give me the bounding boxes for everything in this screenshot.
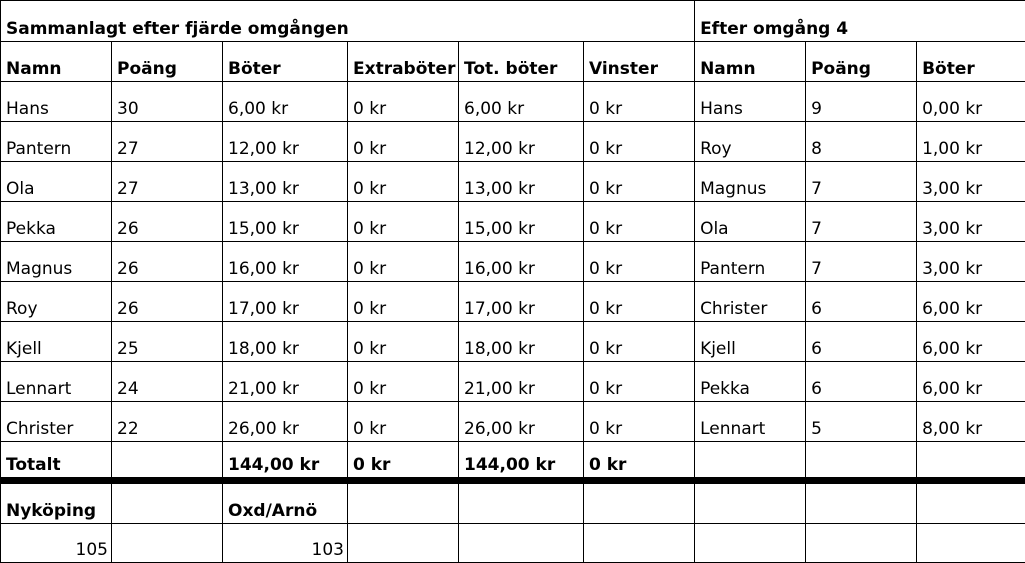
team1-name[interactable]: Nyköping — [1, 481, 112, 524]
player-extraboter[interactable]: 0 kr — [348, 122, 459, 162]
team1-score[interactable]: 105 — [1, 524, 112, 563]
empty-cell[interactable] — [584, 524, 695, 563]
team-scores-row — [1, 524, 1025, 563]
player-boter[interactable]: 13,00 kr — [223, 162, 348, 202]
empty-cell[interactable] — [112, 524, 223, 563]
empty-cell[interactable] — [695, 442, 806, 481]
round-player-poang[interactable]: 6 — [806, 282, 917, 322]
player-name[interactable]: Pantern — [1, 122, 112, 162]
empty-cell[interactable] — [348, 524, 459, 563]
player-name[interactable]: Lennart — [1, 362, 112, 402]
player-extraboter[interactable]: 0 kr — [348, 282, 459, 322]
player-name[interactable]: Ola — [1, 162, 112, 202]
totals-vinster[interactable]: 0 kr — [584, 442, 695, 481]
player-extraboter[interactable]: 0 kr — [348, 402, 459, 442]
empty-cell[interactable] — [348, 481, 459, 524]
player-extraboter[interactable]: 0 kr — [348, 362, 459, 402]
player-poang[interactable]: 22 — [112, 402, 223, 442]
player-poang[interactable]: 26 — [112, 282, 223, 322]
player-vinster[interactable]: 0 kr — [584, 82, 695, 122]
round-player-poang[interactable]: 6 — [806, 362, 917, 402]
totals-tot-boter[interactable]: 144,00 kr — [459, 442, 584, 481]
table-row — [1, 322, 1025, 362]
empty-cell[interactable] — [806, 524, 917, 563]
table-row — [1, 122, 1025, 162]
empty-cell[interactable] — [695, 481, 806, 524]
header-cell[interactable]: Böter — [223, 42, 348, 82]
player-vinster[interactable]: 0 kr — [584, 282, 695, 322]
title-row — [1, 1, 1025, 42]
empty-cell[interactable] — [584, 481, 695, 524]
player-extraboter[interactable]: 0 kr — [348, 82, 459, 122]
header-cell[interactable]: Tot. böter — [459, 42, 584, 82]
player-boter[interactable]: 15,00 kr — [223, 202, 348, 242]
round-player-name[interactable]: Magnus — [695, 162, 806, 202]
empty-cell[interactable] — [917, 442, 1025, 481]
round-player-poang[interactable]: 7 — [806, 202, 917, 242]
round-player-boter[interactable]: 6,00 kr — [917, 322, 1025, 362]
empty-cell[interactable] — [112, 481, 223, 524]
header-cell[interactable]: Vinster — [584, 42, 695, 82]
totals-row — [1, 442, 1025, 481]
empty-cell[interactable] — [459, 524, 584, 563]
empty-cell[interactable] — [112, 442, 223, 481]
round-player-poang[interactable]: 9 — [806, 82, 917, 122]
player-boter[interactable]: 17,00 kr — [223, 282, 348, 322]
round-player-name[interactable]: Christer — [695, 282, 806, 322]
table-row — [1, 242, 1025, 282]
team-names-row — [1, 481, 1025, 524]
header-cell[interactable]: Namn — [1, 42, 112, 82]
team2-score[interactable]: 103 — [223, 524, 348, 563]
player-extraboter[interactable]: 0 kr — [348, 242, 459, 282]
team2-name[interactable]: Oxd/Arnö — [223, 481, 348, 524]
player-boter[interactable]: 6,00 kr — [223, 82, 348, 122]
player-vinster[interactable]: 0 kr — [584, 242, 695, 282]
player-tot-boter[interactable]: 16,00 kr — [459, 242, 584, 282]
table-row — [1, 162, 1025, 202]
player-poang[interactable]: 27 — [112, 162, 223, 202]
player-name[interactable]: Roy — [1, 282, 112, 322]
header-cell[interactable]: Namn — [695, 42, 806, 82]
empty-cell[interactable] — [806, 481, 917, 524]
empty-cell[interactable] — [917, 481, 1025, 524]
round-player-name[interactable]: Roy — [695, 122, 806, 162]
header-cell[interactable]: Extraböter — [348, 42, 459, 82]
player-tot-boter[interactable]: 6,00 kr — [459, 82, 584, 122]
player-extraboter[interactable]: 0 kr — [348, 322, 459, 362]
player-vinster[interactable]: 0 kr — [584, 122, 695, 162]
header-row — [1, 42, 1025, 82]
round-player-name[interactable]: Ola — [695, 202, 806, 242]
player-name[interactable]: Christer — [1, 402, 112, 442]
player-vinster[interactable]: 0 kr — [584, 402, 695, 442]
round-player-poang[interactable]: 7 — [806, 242, 917, 282]
round-player-poang[interactable]: 6 — [806, 322, 917, 362]
round-player-boter[interactable]: 1,00 kr — [917, 122, 1025, 162]
round-player-boter[interactable]: 3,00 kr — [917, 162, 1025, 202]
round-title[interactable]: Efter omgång 4 — [695, 1, 1025, 42]
player-tot-boter[interactable]: 17,00 kr — [459, 282, 584, 322]
header-cell[interactable]: Poäng — [806, 42, 917, 82]
player-extraboter[interactable]: 0 kr — [348, 162, 459, 202]
header-cell[interactable]: Poäng — [112, 42, 223, 82]
round-player-name[interactable]: Pekka — [695, 362, 806, 402]
empty-cell[interactable] — [806, 442, 917, 481]
player-poang[interactable]: 26 — [112, 242, 223, 282]
player-poang[interactable]: 27 — [112, 122, 223, 162]
round-player-name[interactable]: Kjell — [695, 322, 806, 362]
round-player-boter[interactable]: 8,00 kr — [917, 402, 1025, 442]
player-vinster[interactable]: 0 kr — [584, 162, 695, 202]
player-name[interactable]: Hans — [1, 82, 112, 122]
table-row — [1, 362, 1025, 402]
player-name[interactable]: Kjell — [1, 322, 112, 362]
player-vinster[interactable]: 0 kr — [584, 322, 695, 362]
player-tot-boter[interactable]: 26,00 kr — [459, 402, 584, 442]
table-row — [1, 282, 1025, 322]
empty-cell[interactable] — [695, 524, 806, 563]
round-player-name[interactable]: Pantern — [695, 242, 806, 282]
player-tot-boter[interactable]: 21,00 kr — [459, 362, 584, 402]
round-player-poang[interactable]: 8 — [806, 122, 917, 162]
empty-cell[interactable] — [917, 524, 1025, 563]
player-vinster[interactable]: 0 kr — [584, 202, 695, 242]
round-player-boter[interactable]: 6,00 kr — [917, 282, 1025, 322]
table-row — [1, 202, 1025, 242]
round-player-boter[interactable]: 3,00 kr — [917, 202, 1025, 242]
table-row — [1, 402, 1025, 442]
player-boter[interactable]: 16,00 kr — [223, 242, 348, 282]
totals-extraboter[interactable]: 0 kr — [348, 442, 459, 481]
overall-title[interactable]: Sammanlagt efter fjärde omgången — [1, 1, 695, 42]
player-boter[interactable]: 12,00 kr — [223, 122, 348, 162]
table-row — [1, 82, 1025, 122]
player-name[interactable]: Magnus — [1, 242, 112, 282]
player-tot-boter[interactable]: 18,00 kr — [459, 322, 584, 362]
round-player-boter[interactable]: 0,00 kr — [917, 82, 1025, 122]
player-boter[interactable]: 26,00 kr — [223, 402, 348, 442]
round-player-poang[interactable]: 5 — [806, 402, 917, 442]
player-poang[interactable]: 30 — [112, 82, 223, 122]
round-player-boter[interactable]: 3,00 kr — [917, 242, 1025, 282]
round-player-poang[interactable]: 7 — [806, 162, 917, 202]
player-tot-boter[interactable]: 13,00 kr — [459, 162, 584, 202]
player-name[interactable]: Pekka — [1, 202, 112, 242]
totals-boter[interactable]: 144,00 kr — [223, 442, 348, 481]
player-vinster[interactable]: 0 kr — [584, 362, 695, 402]
round-player-name[interactable]: Lennart — [695, 402, 806, 442]
player-poang[interactable]: 25 — [112, 322, 223, 362]
player-poang[interactable]: 26 — [112, 202, 223, 242]
empty-cell[interactable] — [459, 481, 584, 524]
player-boter[interactable]: 18,00 kr — [223, 322, 348, 362]
header-cell[interactable]: Böter — [917, 42, 1025, 82]
round-player-name[interactable]: Hans — [695, 82, 806, 122]
player-boter[interactable]: 21,00 kr — [223, 362, 348, 402]
round-player-boter[interactable]: 6,00 kr — [917, 362, 1025, 402]
player-tot-boter[interactable]: 15,00 kr — [459, 202, 584, 242]
player-poang[interactable]: 24 — [112, 362, 223, 402]
player-tot-boter[interactable]: 12,00 kr — [459, 122, 584, 162]
player-extraboter[interactable]: 0 kr — [348, 202, 459, 242]
totals-label[interactable]: Totalt — [1, 442, 112, 481]
